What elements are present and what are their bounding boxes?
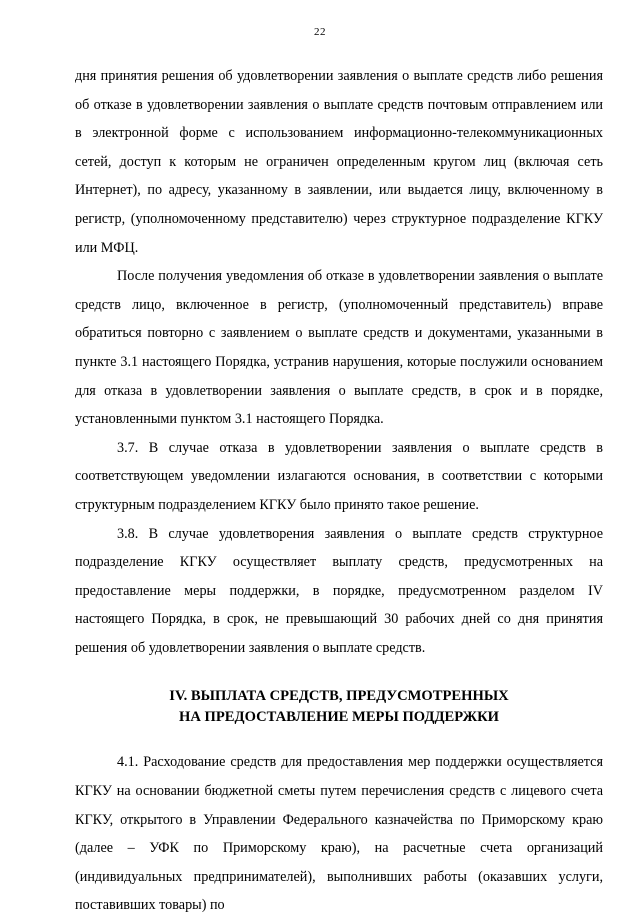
paragraph-4-1: 4.1. Расходование средств для предоставления мер поддержки осуществляется КГКУ на основании бюджетной сметы путем перечисления средств с лицевого счета КГКУ, открытого в Управлении Федерального казначейства по Приморскому краю (далее – УФК по Приморскому краю), на расчетные счета организаций (индивидуальных предпринимателей), выполнивших работы (оказавших услуги, поставивших товары) по <box>75 754 603 914</box>
paragraph-refusal-resubmission: После получения уведомления об отказе в удовлетворении заявления о выплате средств лицо, включенное в регистр, (уполномоченный представитель) вправе обратиться повторно с заявлением о выплате средств и документами, указанными в пункте 3.1 настоящего Порядка, устранив нарушения, которые послужили основанием для отказа в удовлетворении заявления о выплате средств, в срок и в порядке, установленными пунктом 3.1 настоящего Порядка. <box>75 268 603 428</box>
paragraph-3-8: 3.8. В случае удовлетворения заявления о выплате средств структурное подразделение КГКУ осуществляет выплату средств, предусмотренных на предоставление меры поддержки, в порядке, предусмотренном разделом IV настоящего Порядка, в срок, не превышающий 30 рабочих дней со дня принятия решения об удовлетворении заявления о выплате средств. <box>75 525 603 656</box>
section-heading-line-2: НА ПРЕДОСТАВЛЕНИЕ МЕРЫ ПОДДЕРЖКИ <box>178 709 500 726</box>
paragraph-continuation: дня принятия решения об удовлетворении заявления о выплате средств либо решения об отказе в удовлетворении заявления о выплате средств почтовым отправлением или в электронной форме с использованием информационно-телекоммуникационных сетей, доступ к которым не ограничен определенным кругом лиц (включая сеть Интернет), по адресу, указанному в заявлении, или выдается лицу, включенному в регистр, (уполномоченному представителю) через структурное подразделение КГКУ или МФЦ. <box>75 68 603 256</box>
section-heading <box>75 686 603 728</box>
page-number: 22 <box>314 26 326 38</box>
section-heading-line-1: IV. ВЫПЛАТА СРЕДСТВ, ПРЕДУСМОТРЕННЫХ <box>169 688 509 705</box>
paragraph-3-7: 3.7. В случае отказа в удовлетворении заявления о выплате средств в соответствующем уведомлении излагаются основания, в соответствии с которыми структурным подразделением КГКУ было принято такое решение. <box>75 439 603 513</box>
document-body <box>75 62 603 920</box>
